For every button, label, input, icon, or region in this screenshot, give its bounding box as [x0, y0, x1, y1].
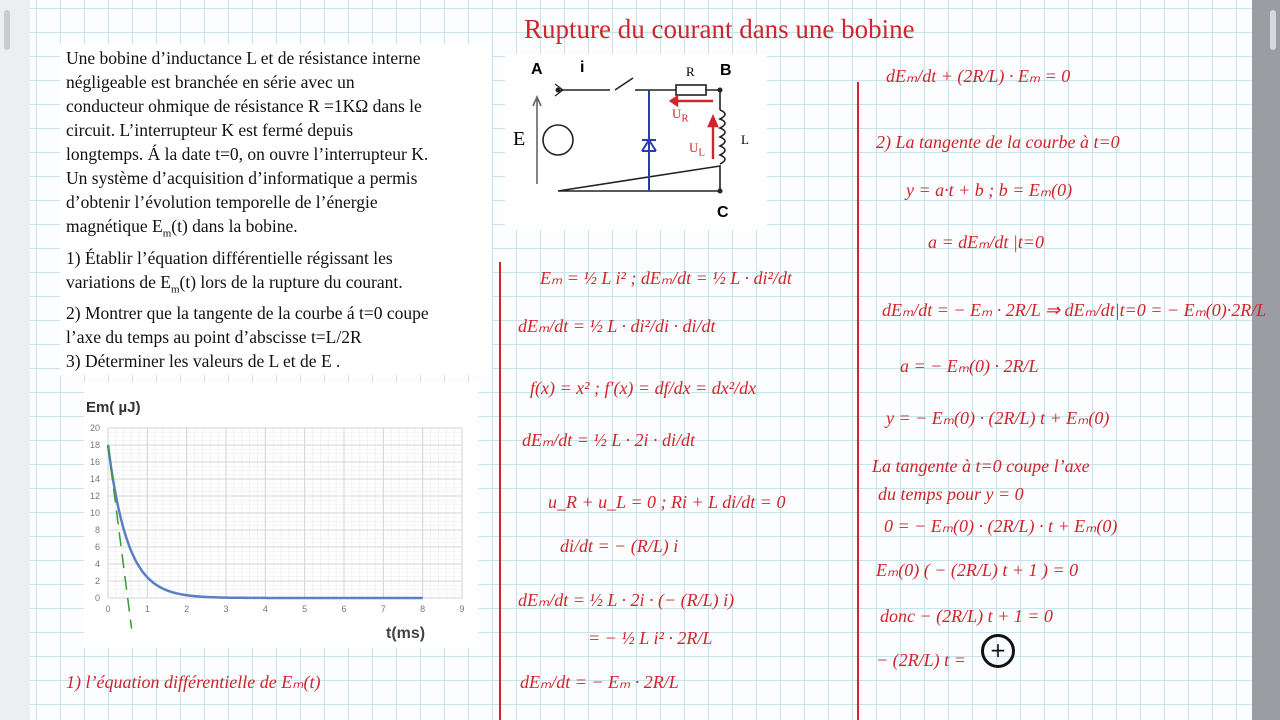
- problem-line: conducteur ohmique de résistance R =1KΩ dans le: [66, 96, 422, 116]
- handwritten-equation: dEₘ/dt = − Eₘ · 2R/L: [520, 672, 679, 692]
- question-2-cont: l’axe du temps au point d’abscisse t=L/2R: [66, 327, 362, 347]
- node-a-label: A: [531, 61, 543, 78]
- y-tick-label: 6: [94, 542, 100, 552]
- question-1: 1) Établir l’équation différentielle régissant les: [66, 247, 393, 268]
- handwritten-equation: dEₘ/dt = − Eₘ · 2R/L ⇒ dEₘ/dt|t=0 = − Eₘ(0)·2R/L: [882, 300, 1267, 320]
- handwritten-equation: Eₘ(0) ( − (2R/L) t + 1 ) = 0: [876, 560, 1079, 580]
- x-tick-label: 5: [302, 604, 308, 614]
- handwriting-bottom-left: 1) l’équation différentielle de Eₘ(t): [66, 672, 321, 692]
- text: (t) lors de la rupture du courant.: [179, 271, 403, 292]
- resistor-label: R: [686, 64, 695, 79]
- x-tick-label: 6: [341, 604, 347, 614]
- ul-label: [689, 140, 705, 159]
- inductor: [720, 110, 725, 164]
- handwritten-equation: donc − (2R/L) t + 1 = 0: [880, 606, 1053, 626]
- y-tick-label: 0: [94, 593, 100, 603]
- inductor-label: L: [741, 132, 749, 147]
- problem-line: négligeable est branchée en série avec un: [66, 72, 355, 92]
- voltage-arrow: [533, 97, 541, 184]
- y-tick-label: 10: [89, 508, 100, 518]
- question-1-cont: [66, 270, 486, 302]
- x-tick-label: 9: [459, 604, 465, 614]
- energy-chart: [84, 382, 478, 648]
- y-tick-label: 16: [89, 457, 100, 467]
- subscript: L: [698, 146, 706, 159]
- margin-line: [857, 82, 859, 720]
- scroll-handle[interactable]: [1270, 10, 1276, 50]
- handwritten-equation: y = − Eₘ(0) · (2R/L) t + Eₘ(0): [886, 408, 1110, 428]
- handwritten-equation: di/dt = − (R/L) i: [560, 536, 679, 556]
- scroll-handle[interactable]: [4, 10, 10, 50]
- subscript: R: [681, 112, 689, 125]
- text: (t) dans la bobine.: [171, 216, 298, 236]
- problem-line: Une bobine d’inductance L et de résistance interne: [66, 48, 421, 68]
- x-tick-label: 3: [223, 604, 229, 614]
- current-label: i: [580, 59, 585, 76]
- handwritten-equation: 0 = − Eₘ(0) · (2R/L) · t + Eₘ(0): [884, 516, 1118, 536]
- x-tick-label: 2: [184, 604, 190, 614]
- pen-cursor-icon: +: [981, 634, 1015, 668]
- problem-statement: [60, 44, 492, 375]
- right-edge: [1252, 0, 1280, 720]
- circuit-diagram: [505, 54, 767, 230]
- text: U: [672, 106, 682, 121]
- resistor: [676, 85, 706, 95]
- question-3: 3) Déterminer les valeurs de L et de E .: [66, 351, 341, 371]
- x-tick-label: 1: [144, 604, 150, 614]
- x-tick-label: 7: [380, 604, 386, 614]
- y-tick-label: 12: [89, 491, 100, 501]
- chart-svg: [84, 382, 478, 648]
- text: magnétique E: [66, 216, 163, 236]
- node-b-label: B: [720, 62, 732, 79]
- handwritten-equation: − (2R/L) t =: [876, 650, 966, 670]
- problem-line: longtemps. Á la date t=0, on ouvre l’interrupteur K.: [66, 144, 429, 164]
- problem-line: Un système d’acquisition d’informatique a permis: [66, 168, 418, 188]
- handwritten-equation: y = a·t + b ; b = Eₘ(0): [906, 180, 1073, 200]
- y-tick-label: 20: [89, 423, 100, 433]
- page-title: Rupture du courant dans une bobine: [524, 14, 915, 44]
- margin-line: [499, 262, 501, 720]
- handwritten-equation: a = dEₘ/dt |t=0: [928, 232, 1044, 252]
- handwritten-equation: du temps pour y = 0: [878, 484, 1024, 504]
- y-tick-label: 14: [89, 474, 100, 484]
- ur-label: [672, 106, 689, 125]
- x-tick-label: 4: [262, 604, 268, 614]
- tangent-line: [108, 445, 132, 629]
- y-axis-label: Em( µJ): [86, 399, 141, 416]
- handwritten-equation: dEₘ/dt = ½ L · di²/di · di/dt: [518, 316, 716, 336]
- node-c-label: C: [717, 204, 729, 221]
- handwritten-equation: 2) La tangente de la courbe à t=0: [876, 132, 1120, 152]
- problem-line: d’obtenir l’évolution temporelle de l’énergie: [66, 192, 378, 212]
- question-2: 2) Montrer que la tangente de la courbe á t=0 coupe: [66, 303, 429, 323]
- voltage-source: [543, 125, 573, 155]
- y-tick-label: 18: [89, 440, 100, 450]
- handwritten-equation: u_R + u_L = 0 ; Ri + L di/dt = 0: [548, 492, 786, 512]
- handwritten-equation: f(x) = x² ; f′(x) = df/dx = dx²/dx: [530, 378, 757, 398]
- handwritten-equation: = − ½ L i² · 2R/L: [588, 628, 713, 648]
- text: U: [689, 140, 699, 155]
- x-tick-label: 8: [420, 604, 426, 614]
- y-tick-label: 8: [94, 525, 100, 535]
- handwritten-equation: dEₘ/dt + (2R/L) · Eₘ = 0: [886, 66, 1071, 86]
- handwritten-equation: dEₘ/dt = ½ L · 2i · di/dt: [522, 430, 696, 450]
- x-tick-label: 0: [105, 604, 111, 614]
- y-tick-label: 2: [94, 576, 100, 586]
- handwritten-equation: a = − Eₘ(0) · 2R/L: [900, 356, 1039, 376]
- handwritten-equation: La tangente à t=0 coupe l’axe: [872, 456, 1090, 476]
- text: variations de E: [66, 271, 171, 292]
- x-axis-label: t(ms): [386, 625, 426, 642]
- handwritten-equation: dEₘ/dt = ½ L · 2i · (− (R/L) i): [518, 590, 735, 610]
- problem-line: [66, 214, 486, 246]
- subscript: m: [170, 283, 180, 295]
- emf-label: E: [513, 128, 526, 150]
- y-tick-label: 4: [94, 559, 100, 569]
- left-edge: [0, 0, 30, 720]
- handwritten-equation: Eₘ = ½ L i² ; dEₘ/dt = ½ L · di²/dt: [540, 268, 792, 288]
- problem-line: circuit. L’interrupteur K est fermé depuis: [66, 120, 354, 140]
- subscript: m: [162, 227, 172, 240]
